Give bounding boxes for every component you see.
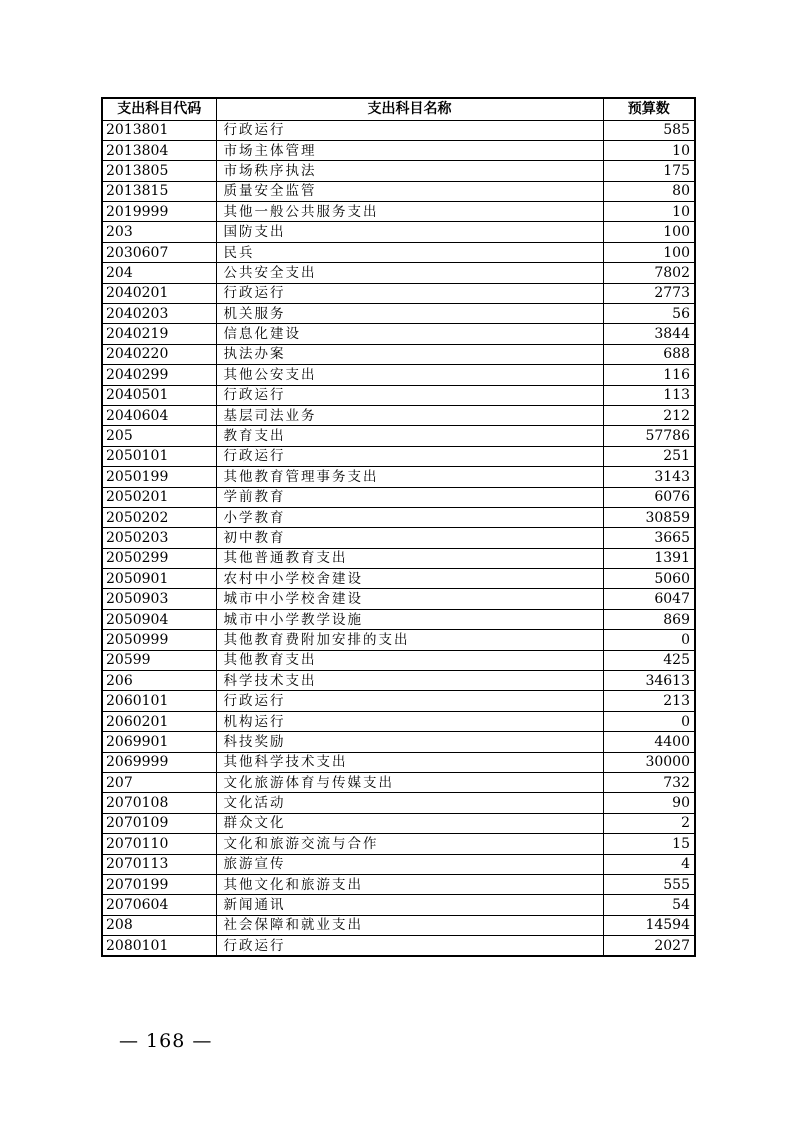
cell-name: 其他文化和旅游支出: [216, 874, 603, 894]
cell-name: 其他科学技术支出: [216, 752, 603, 772]
table-row: [102, 405, 695, 425]
cell-amount: 3844: [603, 324, 695, 344]
cell-name: 初中教育: [216, 528, 603, 548]
cell-name: 行政运行: [216, 283, 603, 303]
table-row: [102, 242, 695, 262]
cell-amount: 10: [603, 140, 695, 160]
cell-name: 执法办案: [216, 344, 603, 364]
table-row: [102, 630, 695, 650]
cell-code: 2013804: [102, 140, 216, 160]
cell-amount: 15: [603, 834, 695, 854]
cell-amount: 4400: [603, 732, 695, 752]
cell-code: 2050904: [102, 609, 216, 629]
cell-amount: 100: [603, 222, 695, 242]
page-number: — 168 —: [119, 1030, 213, 1052]
cell-name: 其他一般公共服务支出: [216, 202, 603, 222]
table-row: [102, 936, 695, 956]
cell-amount: 425: [603, 650, 695, 670]
cell-code: 2040219: [102, 324, 216, 344]
cell-code: 2050901: [102, 569, 216, 589]
table-row: [102, 874, 695, 894]
table-row: [102, 140, 695, 160]
cell-name: 其他普通教育支出: [216, 548, 603, 568]
table-body: [102, 120, 695, 956]
table-row: [102, 650, 695, 670]
cell-code: 2040501: [102, 385, 216, 405]
cell-amount: 555: [603, 874, 695, 894]
cell-name: 小学教育: [216, 507, 603, 527]
cell-amount: 1391: [603, 548, 695, 568]
cell-code: 2013815: [102, 181, 216, 201]
cell-code: 2030607: [102, 242, 216, 262]
cell-name: 行政运行: [216, 446, 603, 466]
cell-name: 旅游宣传: [216, 854, 603, 874]
cell-amount: 7802: [603, 263, 695, 283]
table-row: [102, 793, 695, 813]
table-row: [102, 915, 695, 935]
table-row: [102, 589, 695, 609]
cell-code: 2070110: [102, 834, 216, 854]
cell-amount: 688: [603, 344, 695, 364]
cell-amount: 175: [603, 161, 695, 181]
cell-name: 公共安全支出: [216, 263, 603, 283]
cell-code: 2060201: [102, 711, 216, 731]
cell-code: 2040201: [102, 283, 216, 303]
cell-name: 其他公安支出: [216, 365, 603, 385]
cell-code: 2040203: [102, 304, 216, 324]
cell-amount: 2773: [603, 283, 695, 303]
cell-name: 文化旅游体育与传媒支出: [216, 773, 603, 793]
cell-amount: 30000: [603, 752, 695, 772]
cell-name: 其他教育支出: [216, 650, 603, 670]
cell-name: 行政运行: [216, 936, 603, 956]
table-row: [102, 467, 695, 487]
cell-code: 2040220: [102, 344, 216, 364]
cell-amount: 116: [603, 365, 695, 385]
cell-name: 群众文化: [216, 813, 603, 833]
cell-name: 学前教育: [216, 487, 603, 507]
table-row: [102, 181, 695, 201]
table-row: [102, 120, 695, 140]
table-row: [102, 834, 695, 854]
table-row: [102, 609, 695, 629]
table-row: [102, 711, 695, 731]
cell-code: 2019999: [102, 202, 216, 222]
cell-code: 2060101: [102, 691, 216, 711]
table-row: [102, 752, 695, 772]
table-row: [102, 671, 695, 691]
cell-amount: 80: [603, 181, 695, 201]
cell-code: 2013801: [102, 120, 216, 140]
cell-code: 2040604: [102, 405, 216, 425]
table-header-row: [102, 98, 695, 120]
table-row: [102, 283, 695, 303]
cell-name: 城市中小学教学设施: [216, 609, 603, 629]
cell-code: 207: [102, 773, 216, 793]
cell-name: 文化和旅游交流与合作: [216, 834, 603, 854]
cell-amount: 57786: [603, 426, 695, 446]
cell-name: 科技奖励: [216, 732, 603, 752]
cell-code: 2013805: [102, 161, 216, 181]
cell-code: 2070604: [102, 895, 216, 915]
cell-amount: 251: [603, 446, 695, 466]
cell-code: 204: [102, 263, 216, 283]
table-row: [102, 202, 695, 222]
cell-name: 机关服务: [216, 304, 603, 324]
table-row: [102, 691, 695, 711]
cell-code: 2050203: [102, 528, 216, 548]
cell-amount: 6047: [603, 589, 695, 609]
cell-amount: 100: [603, 242, 695, 262]
cell-amount: 3143: [603, 467, 695, 487]
cell-amount: 113: [603, 385, 695, 405]
cell-name: 行政运行: [216, 691, 603, 711]
cell-code: 2050903: [102, 589, 216, 609]
cell-amount: 0: [603, 630, 695, 650]
table-row: [102, 507, 695, 527]
table-row: [102, 446, 695, 466]
cell-amount: 2: [603, 813, 695, 833]
cell-amount: 5060: [603, 569, 695, 589]
cell-amount: 14594: [603, 915, 695, 935]
cell-name: 民兵: [216, 242, 603, 262]
cell-code: 208: [102, 915, 216, 935]
table-row: [102, 548, 695, 568]
cell-name: 科学技术支出: [216, 671, 603, 691]
cell-amount: 90: [603, 793, 695, 813]
cell-amount: 3665: [603, 528, 695, 548]
table-row: [102, 569, 695, 589]
cell-name: 其他教育管理事务支出: [216, 467, 603, 487]
cell-name: 基层司法业务: [216, 405, 603, 425]
cell-code: 2050199: [102, 467, 216, 487]
cell-amount: 10: [603, 202, 695, 222]
table-row: [102, 528, 695, 548]
budget-table: [101, 97, 696, 957]
cell-name: 行政运行: [216, 385, 603, 405]
table-row: [102, 732, 695, 752]
cell-code: 2070109: [102, 813, 216, 833]
table-row: [102, 426, 695, 446]
cell-code: 2070108: [102, 793, 216, 813]
cell-amount: 0: [603, 711, 695, 731]
table-row: [102, 385, 695, 405]
table-row: [102, 324, 695, 344]
cell-amount: 6076: [603, 487, 695, 507]
cell-amount: 2027: [603, 936, 695, 956]
cell-amount: 869: [603, 609, 695, 629]
cell-name: 国防支出: [216, 222, 603, 242]
cell-name: 新闻通讯: [216, 895, 603, 915]
table-row: [102, 161, 695, 181]
cell-name: 市场秩序执法: [216, 161, 603, 181]
cell-name: 农村中小学校舍建设: [216, 569, 603, 589]
table-row: [102, 365, 695, 385]
cell-name: 行政运行: [216, 120, 603, 140]
header-code: 支出科目代码: [102, 98, 216, 120]
cell-name: 社会保障和就业支出: [216, 915, 603, 935]
cell-amount: 213: [603, 691, 695, 711]
table-row: [102, 895, 695, 915]
cell-name: 城市中小学校舍建设: [216, 589, 603, 609]
cell-amount: 30859: [603, 507, 695, 527]
header-amount: 预算数: [603, 98, 695, 120]
cell-amount: 34613: [603, 671, 695, 691]
cell-code: 2069999: [102, 752, 216, 772]
table-row: [102, 263, 695, 283]
cell-code: 2050999: [102, 630, 216, 650]
cell-code: 2040299: [102, 365, 216, 385]
cell-name: 信息化建设: [216, 324, 603, 344]
cell-amount: 4: [603, 854, 695, 874]
table-row: [102, 813, 695, 833]
cell-name: 市场主体管理: [216, 140, 603, 160]
cell-code: 203: [102, 222, 216, 242]
cell-code: 2070113: [102, 854, 216, 874]
cell-amount: 732: [603, 773, 695, 793]
cell-code: 206: [102, 671, 216, 691]
cell-amount: 54: [603, 895, 695, 915]
table-row: [102, 854, 695, 874]
cell-name: 文化活动: [216, 793, 603, 813]
cell-code: 2050201: [102, 487, 216, 507]
cell-code: 20599: [102, 650, 216, 670]
cell-name: 质量安全监管: [216, 181, 603, 201]
cell-code: 2050299: [102, 548, 216, 568]
table-row: [102, 304, 695, 324]
cell-name: 其他教育费附加安排的支出: [216, 630, 603, 650]
table-row: [102, 344, 695, 364]
cell-name: 教育支出: [216, 426, 603, 446]
cell-code: 2050101: [102, 446, 216, 466]
cell-code: 2070199: [102, 874, 216, 894]
cell-amount: 56: [603, 304, 695, 324]
cell-code: 2050202: [102, 507, 216, 527]
table-row: [102, 773, 695, 793]
cell-amount: 212: [603, 405, 695, 425]
cell-amount: 585: [603, 120, 695, 140]
header-name: 支出科目名称: [216, 98, 603, 120]
cell-code: 205: [102, 426, 216, 446]
cell-name: 机构运行: [216, 711, 603, 731]
cell-code: 2069901: [102, 732, 216, 752]
cell-code: 2080101: [102, 936, 216, 956]
table-row: [102, 487, 695, 507]
table-row: [102, 222, 695, 242]
